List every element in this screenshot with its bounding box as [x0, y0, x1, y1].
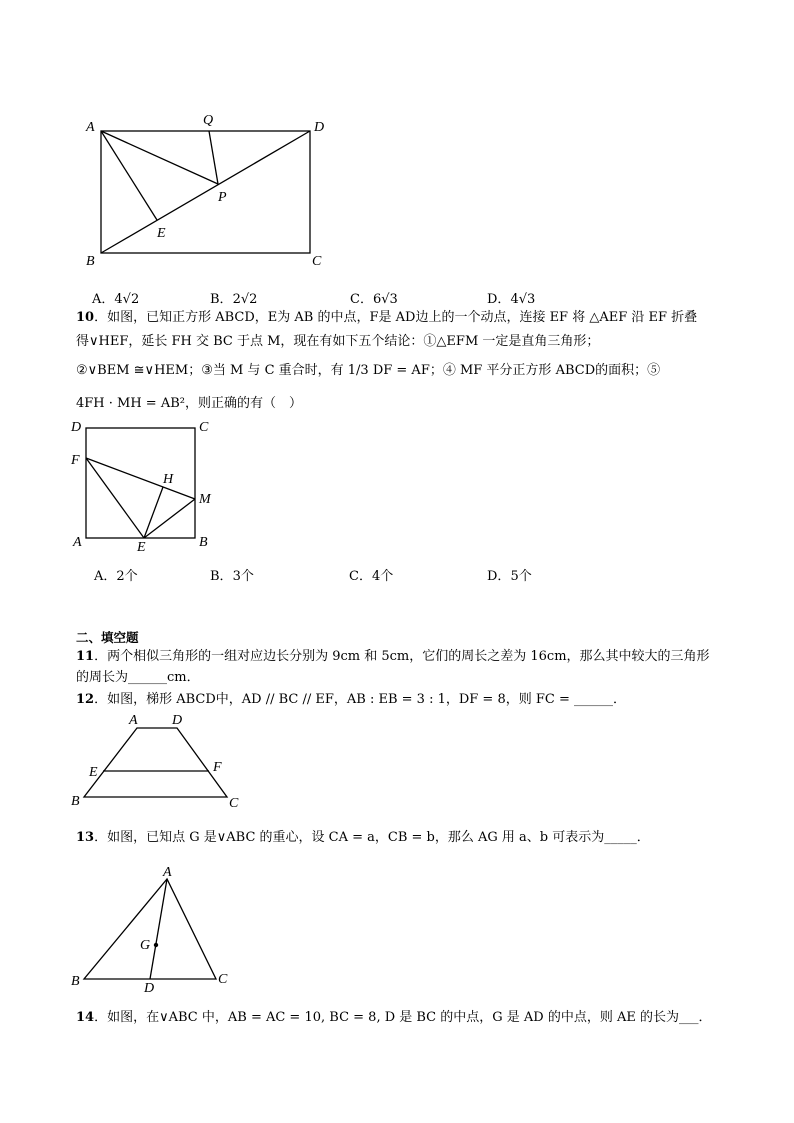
q9-label-C: C — [312, 254, 322, 269]
q10-option-d: D．5个 — [487, 569, 532, 584]
q9-option-c: C．6√3 — [350, 292, 398, 307]
q9-option-b: B．2√2 — [210, 292, 258, 307]
section-heading: 二、填空题 — [76, 630, 139, 645]
q10-line-4: 4FH · MH = AB²，则正确的有（ ） — [76, 396, 302, 411]
q13-centroid-dot — [154, 943, 158, 947]
q10-label-D: D — [71, 420, 82, 435]
q10-label-C: C — [199, 420, 209, 435]
q13-text: 13．如图，已知点 G 是∨ABC 的重心，设 CA = a，CB = b，那么 AG 用 a、b 可表示为_____． — [76, 830, 650, 845]
q9-label-P: P — [218, 190, 227, 205]
q9-option-a: A．4√2 — [92, 292, 140, 307]
q12-label-B: B — [71, 794, 80, 809]
q9-label-D: D — [314, 120, 325, 135]
q12-label-A: A — [129, 713, 138, 728]
q12-label-D: D — [172, 713, 183, 728]
q9-label-E: E — [157, 226, 166, 241]
q9-option-d: D．4√3 — [487, 292, 536, 307]
q10-option-a: A．2个 — [94, 569, 138, 584]
q14-text: 14．如图，在∨ABC 中，AB = AC = 10, BC = 8, D 是 BC 的中点，G 是 AD 的中点，则 AE 的长为___． — [76, 1010, 712, 1025]
q10-label-M: M — [199, 492, 211, 507]
q9-label-Q: Q — [203, 113, 214, 128]
q10-option-b: B．3个 — [210, 569, 254, 584]
q10-label-H: H — [163, 472, 174, 487]
q13-label-C: C — [218, 972, 228, 987]
q13-label-B: B — [71, 974, 80, 989]
q13-label-G: G — [140, 938, 151, 953]
q10-label-B: B — [199, 535, 208, 550]
q11-line-2: 的周长为______cm． — [76, 670, 200, 685]
q10-label-E: E — [137, 540, 146, 555]
q13-label-D: D — [144, 981, 155, 996]
q13-label-A: A — [163, 865, 172, 880]
q10-line-2: 得∨HEF，延长 FH 交 BC 于点 M，现在有如下五个结论：①△EFM 一定是直角三角形； — [76, 334, 600, 349]
q10-line-3: ②∨BEM ≅∨HEM；③当 M 与 C 重合时，有 1/3 DF = AF；④ MF 平分正方形 ABCD的面积；⑤ — [76, 363, 661, 378]
q10-label-F: F — [71, 453, 80, 468]
q12-label-C: C — [229, 796, 239, 811]
q10-label-A: A — [73, 535, 82, 550]
q12-label-F: F — [213, 760, 222, 775]
q9-label-A: A — [86, 120, 95, 135]
q13-median-AD — [150, 879, 167, 979]
q10-option-c: C．4个 — [349, 569, 394, 584]
q11-line-1: 11．两个相似三角形的一组对应边长分别为 9cm 和 5cm，它们的周长之差为 16cm，那么其中较大的三角形 — [76, 649, 710, 664]
q12-label-E: E — [89, 765, 98, 780]
q13-triangle — [84, 879, 216, 979]
q12-text: 12．如图，梯形 ABCD中，AD // BC // EF，AB : EB = 3 : 1，DF = 8，则 FC = ______． — [76, 692, 626, 707]
q10-line-1: 10．如图，已知正方形 ABCD，E为 AB 的中点，F是 AD边上的一个动点，连接 EF 将 △AEF 沿 EF 折叠 — [76, 310, 698, 325]
q9-label-B: B — [86, 254, 95, 269]
